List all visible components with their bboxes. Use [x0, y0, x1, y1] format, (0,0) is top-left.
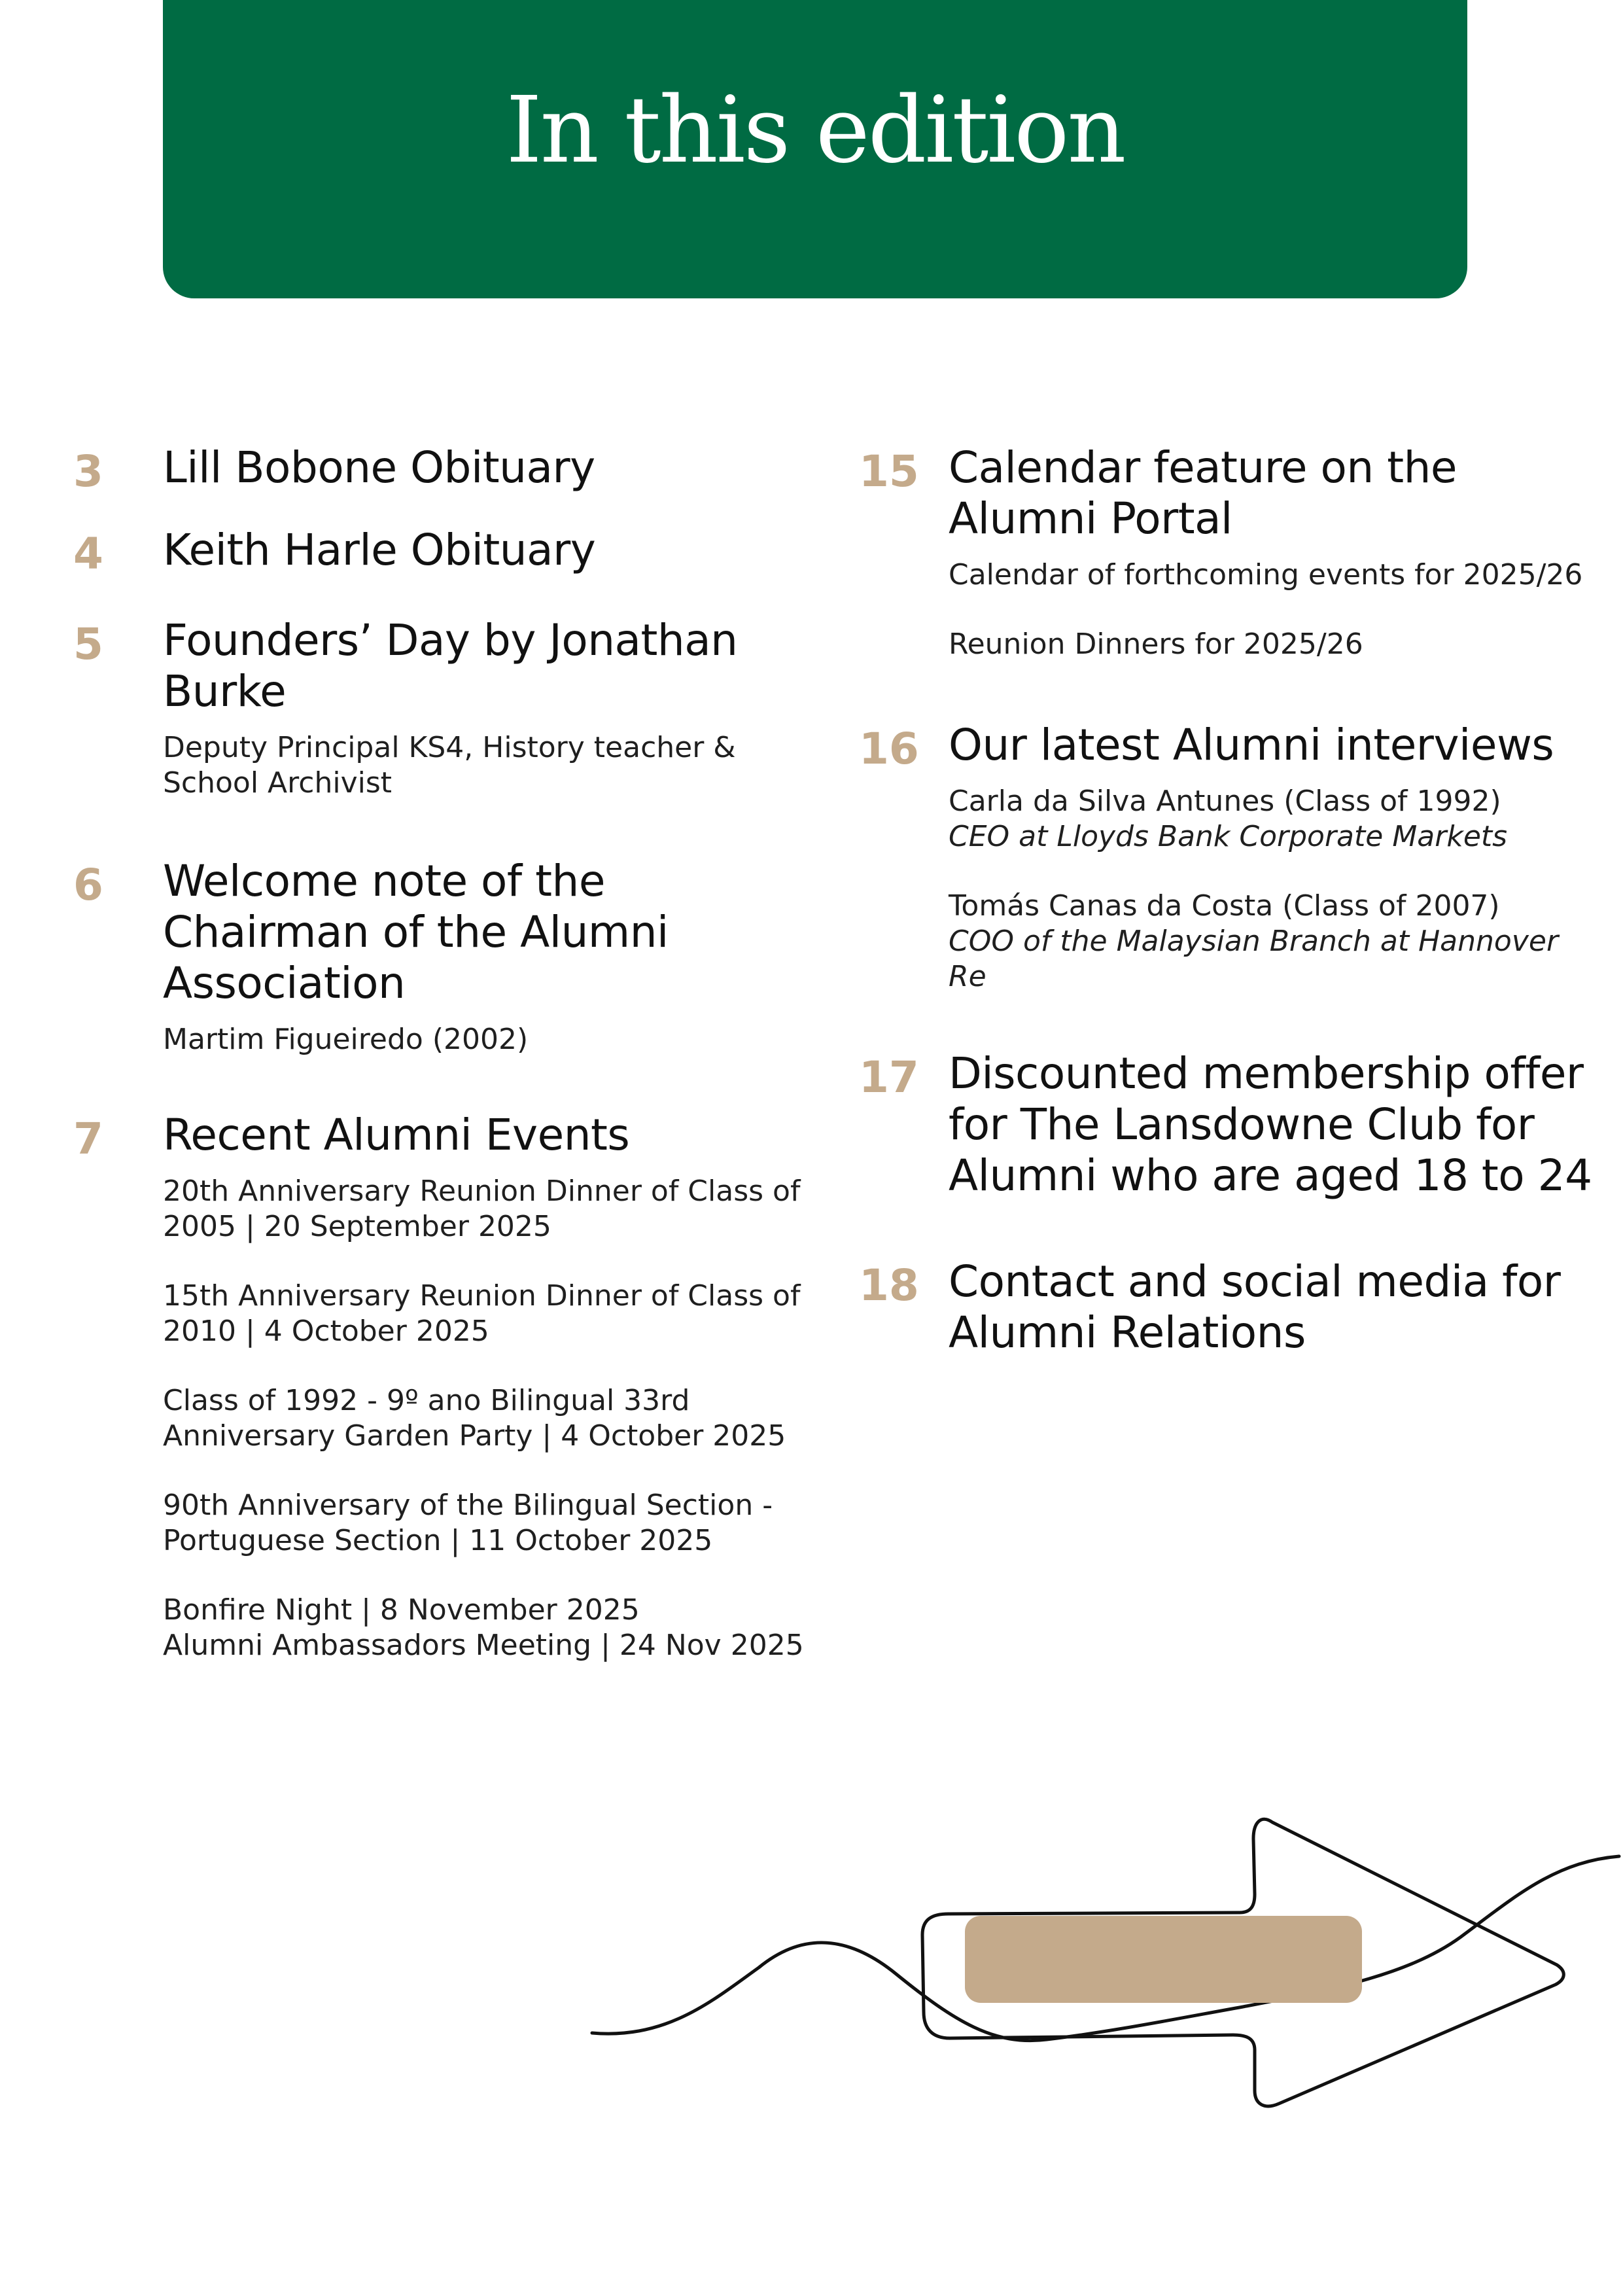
- entry-title: Lill Bobone Obituary: [163, 442, 595, 493]
- page-number: 7: [73, 1114, 103, 1164]
- page-number: 15: [859, 446, 919, 497]
- entry-title: Our latest Alumni interviews: [949, 720, 1554, 770]
- event-item: Alumni Ambassadors Meeting | 24 Nov 2025: [163, 1629, 804, 1662]
- entry-title: Recent Alumni Events: [163, 1110, 630, 1160]
- header-banner: [163, 0, 1467, 298]
- page-number: 3: [73, 446, 103, 497]
- toc-entry[interactable]: [73, 856, 806, 1057]
- page-number: 5: [73, 619, 103, 669]
- interviewee-name: Tomás Canas da Costa (Class of 2007): [949, 889, 1500, 923]
- toc-entry[interactable]: [859, 1256, 1605, 1358]
- contents-left-column: [73, 442, 806, 1663]
- entry-title: Founders’ Day by Jonathan Burke: [163, 615, 738, 716]
- toc-entry[interactable]: [859, 1048, 1605, 1201]
- interviewee-role: CEO at Lloyds Bank Corporate Markets: [949, 820, 1508, 853]
- toc-entry[interactable]: [73, 1110, 806, 1663]
- entry-subtitle: Deputy Principal KS4, History teacher & School Archivist: [163, 731, 736, 800]
- event-item: 15th Anniversary Reunion Dinner of Class of 2010 | 4 October 2025: [163, 1279, 801, 1348]
- page-number: 16: [859, 724, 919, 774]
- page-number: 18: [859, 1260, 919, 1311]
- toc-entry[interactable]: [859, 442, 1605, 662]
- hand-drawn-arrow-icon: [589, 1796, 1623, 2110]
- interviewee-role: COO of the Malaysian Branch at Hannover Re: [949, 925, 1559, 993]
- interview-item: [949, 889, 1605, 995]
- event-item: Bonfire Night | 8 November 2025: [163, 1593, 640, 1627]
- entry-title: Discounted membership offer for The Lansdowne Club for Alumni who are aged 18 to 24: [949, 1048, 1592, 1201]
- contents-right-column: [859, 442, 1605, 1358]
- toc-entry[interactable]: [73, 615, 806, 801]
- entry-subtitle: Calendar of forthcoming events for 2025/26: [949, 558, 1583, 592]
- event-item: 90th Anniversary of the Bilingual Section - Portuguese Section | 11 October 2025: [163, 1489, 773, 1557]
- arrow-label-pill: [965, 1916, 1362, 2003]
- entry-subtitle: Martim Figueiredo (2002): [163, 1023, 529, 1056]
- page-number: 4: [73, 529, 103, 579]
- event-item: 20th Anniversary Reunion Dinner of Class of 2005 | 20 September 2025: [163, 1174, 801, 1243]
- entry-title: Contact and social media for Alumni Relations: [949, 1256, 1561, 1358]
- entry-title: Calendar feature on the Alumni Portal: [949, 442, 1457, 544]
- entry-title: Keith Harle Obituary: [163, 525, 596, 575]
- event-item: Class of 1992 - 9º ano Bilingual 33rd Anniversary Garden Party | 4 October 2025: [163, 1384, 786, 1453]
- entry-subtitle: Reunion Dinners for 2025/26: [949, 627, 1363, 661]
- interviewee-name: Carla da Silva Antunes (Class of 1992): [949, 785, 1501, 818]
- page-number: 6: [73, 860, 103, 910]
- entry-title: Welcome note of the Chairman of the Alumni Association: [163, 856, 669, 1008]
- page-title: In this edition: [506, 77, 1125, 184]
- toc-entry[interactable]: [859, 720, 1605, 995]
- interview-item: [949, 784, 1605, 855]
- toc-entry[interactable]: [73, 442, 806, 497]
- toc-entry[interactable]: [73, 525, 806, 579]
- page-number: 17: [859, 1052, 919, 1103]
